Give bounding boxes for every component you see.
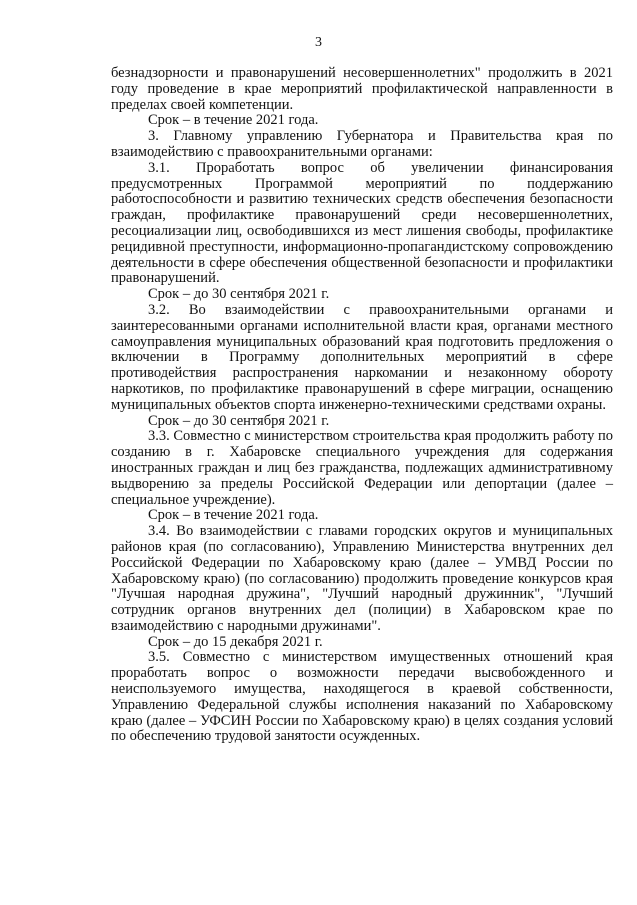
item-3-2-paragraph: 3.2. Во взаимодействии с правоохранительными органами и заинтересованными органами исполнительной власти края, органами местного самоуправления муниципальных образований края подготовить предложения о включении в Программу дополнительных мероприятий в сфере противодействия распространения наркомании и незаконному обороту наркотиков, по профилактике правонарушений в сфере миграции, оснащению муниципальных объектов спорта инженерно-техническими средствами охраны. [111,301,613,413]
deadline-paragraph: Срок – в течение 2021 года. [148,112,319,129]
item-3-1-paragraph: 3.1. Проработать вопрос об увеличении финансирования предусмотренных Программой мероприятий по поддержанию работоспособности и развитию технических средств обеспечения безопасности граждан, профилактике правонарушений среди несовершеннолетних, ресоциализации лиц, освободившихся из мест лишения свободы, профилактике рецидивной преступности, информационно-пропагандистскому сопровождению деятельности в сфере обеспечения общественной безопасности и профилактики правонарушений. [111,159,613,287]
item-3-3-paragraph: 3.3. Совместно с министерством строительства края продолжить работу по созданию в г. Хабаровске специального учреждения для содержания иностранных граждан и лиц без гражданства, подлежащих административному выдворению за пределы Российской Федерации или депортации (далее – специальное учреждение). [111,428,613,508]
section-heading-paragraph: 3. Главному управлению Губернатора и Правительства края по взаимодействию с правоохранительными органами: [111,128,613,160]
deadline-paragraph: Срок – в течение 2021 года. [148,507,319,524]
deadline-paragraph: Срок – до 15 декабря 2021 г. [148,633,323,650]
paragraph-continuation: безнадзорности и правонарушений несовершеннолетних" продолжить в 2021 году проведение в крае мероприятий профилактической направленности в пределах своей компетенции. [111,65,613,113]
item-3-5-paragraph: 3.5. Совместно с министерством имущественных отношений края проработать вопрос о возможности передачи высвобожденного и неиспользуемого имущества, находящегося в краевой собственности, Управлению Федеральной службы исполнения наказаний по Хабаровскому краю (далее – УФСИН России по Хабаровскому краю) в целях создания условий по обеспечению трудовой занятости осужденных. [111,649,613,745]
document-body [111,66,613,745]
page-number: 3 [315,35,322,50]
deadline-paragraph: Срок – до 30 сентября 2021 г. [148,412,330,429]
item-3-4-paragraph: 3.4. Во взаимодействии с главами городских округов и муниципальных районов края (по согласованию), Управлению Министерства внутренних дел Российской Федерации по Хабаровскому краю (далее – УМВД России по Хабаровскому краю) (по согласованию) продолжить проведение конкурсов края "Лучшая народная дружина", "Лучший народный дружинник", "Лучший сотрудник органов внутренних дел (полиции) в Хабаровском крае по взаимодействию с народными дружинами". [111,523,613,634]
deadline-paragraph: Срок – до 30 сентября 2021 г. [148,286,330,303]
